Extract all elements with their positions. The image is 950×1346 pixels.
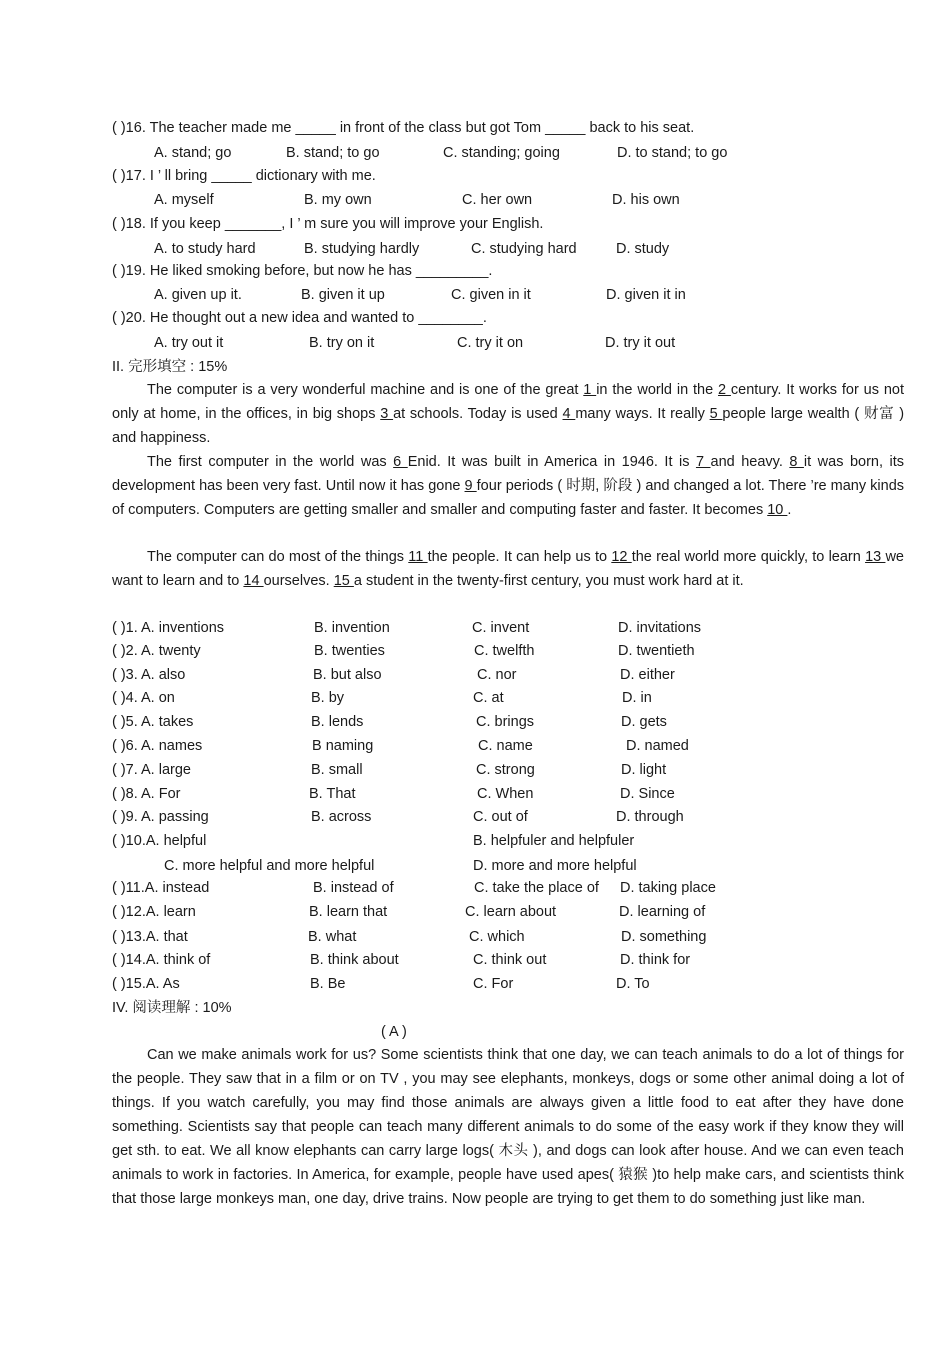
cloze-7-option-d: D. light [621, 762, 667, 778]
q20-option-b: B. try on it [309, 335, 375, 351]
cloze-13-option-c: C. which [469, 929, 525, 945]
cloze-6-option-c: C. name [478, 738, 533, 754]
cloze-14-option-b: B. think about [310, 952, 399, 968]
cloze-item-12: ( )12.A. learn [112, 904, 196, 920]
q19-option-a: A. given up it. [154, 287, 242, 303]
blank-7: 7 [695, 454, 711, 470]
cloze-12-option-b: B. learn that [309, 904, 388, 920]
blank-2: 2 [718, 382, 731, 398]
cloze-1-option-d: D. invitations [618, 620, 702, 636]
q17-option-d: D. his own [612, 192, 680, 208]
q20-option-a: A. try out it [154, 335, 224, 351]
cloze-11-option-c: C. take the place of [474, 880, 599, 896]
q18-option-a: A. to study hard [154, 241, 256, 257]
reading-passage-label: ( A ) [381, 1024, 407, 1040]
q19-option-b: B. given it up [301, 287, 385, 303]
cloze-15-option-c: C. For [473, 976, 514, 992]
cloze-item-7: ( )7. A. large [112, 762, 191, 778]
q16-option-b: B. stand; to go [286, 145, 380, 161]
blank-5: 5 [709, 406, 723, 422]
cloze-item-13: ( )13.A. that [112, 929, 188, 945]
cloze-12-option-d: D. learning of [619, 904, 706, 920]
question-17: ( )17. I ’ ll bring _____ dictionary with me. [112, 168, 376, 184]
q18-option-b: B. studying hardly [304, 241, 420, 257]
cloze-item-15: ( )15.A. As [112, 976, 180, 992]
blank-8: 8 [789, 454, 804, 470]
cloze-item-1: ( )1. A. inventions [112, 620, 225, 636]
section-reading-title: IV. 阅读理解 : 10% [112, 1000, 232, 1016]
blank-12: 12 [611, 549, 632, 565]
cloze-item-11: ( )11.A. instead [112, 880, 210, 896]
blank-10: 10 [767, 502, 788, 518]
cloze-5-option-c: C. brings [476, 714, 535, 730]
cloze-6-option-b: B naming [312, 738, 374, 754]
cloze-item-6: ( )6. A. names [112, 738, 203, 754]
cloze-2-option-c: C. twelfth [474, 643, 535, 659]
cloze-item-8: ( )8. A. For [112, 786, 181, 802]
blank-3: 3 [380, 406, 394, 422]
cloze-5-option-b: B. lends [311, 714, 364, 730]
cloze-6-option-d: D. named [626, 738, 689, 754]
q20-option-c: C. try it on [457, 335, 524, 351]
blank-9: 9 [464, 478, 477, 494]
question-16: ( )16. The teacher made me _____ in front of the class but got Tom _____ back to his seat. [112, 120, 695, 136]
section-cloze-title: II. 完形填空 : 15% [112, 359, 228, 375]
cloze-2-option-b: B. twenties [314, 643, 385, 659]
cloze-item-9: ( )9. A. passing [112, 809, 209, 825]
cloze-8-option-d: D. Since [620, 786, 675, 802]
q18-option-d: D. study [616, 241, 670, 257]
cloze-paragraph-3: The computer can do most of the things 11 the people. It can help us to 12 the real world more quickly, to learn 13 we want to learn and to 14 ourselves. 15 a student in the twenty-first century, you must work hard at it. [112, 549, 904, 589]
cloze-11-option-d: D. taking place [620, 880, 716, 896]
cloze-1-option-b: B. invention [314, 620, 390, 636]
cloze-item-4: ( )4. A. on [112, 690, 175, 706]
blank-1: 1 [583, 382, 597, 398]
q16-option-a: A. stand; go [154, 145, 232, 161]
q17-option-a: A. myself [154, 192, 214, 208]
question-20: ( )20. He thought out a new idea and wanted to ________. [112, 310, 487, 326]
cloze-15-option-d: D. To [616, 976, 650, 992]
q17-option-c: C. her own [462, 192, 533, 208]
blank-13: 13 [865, 549, 886, 565]
cloze-11-option-b: B. instead of [313, 880, 394, 896]
cloze-14-option-d: D. think for [620, 952, 691, 968]
cloze-item-14: ( )14.A. think of [112, 952, 211, 968]
blank-11: 11 [408, 549, 428, 565]
cloze-9-option-d: D. through [616, 809, 684, 825]
cloze-4-option-b: B. by [311, 690, 345, 706]
cloze-8-option-c: C. When [477, 786, 534, 802]
cloze-12-option-c: C. learn about [465, 904, 557, 920]
cloze-10-option-c: C. more helpful and more helpful [164, 858, 375, 874]
cloze-7-option-c: C. strong [476, 762, 535, 778]
cloze-9-option-b: B. across [311, 809, 372, 825]
blank-14: 14 [243, 573, 264, 589]
cloze-10-option-d: D. more and more helpful [473, 858, 637, 874]
cloze-15-option-b: B. Be [310, 976, 346, 992]
question-19: ( )19. He liked smoking before, but now he has _________. [112, 263, 493, 279]
cloze-item-3: ( )3. A. also [112, 667, 186, 683]
cloze-1-option-c: C. invent [472, 620, 530, 636]
cloze-2-option-d: D. twentieth [618, 643, 695, 659]
cloze-13-option-b: B. what [308, 929, 357, 945]
blank-6: 6 [393, 454, 408, 470]
q20-option-d: D. try it out [605, 335, 676, 351]
cloze-4-option-c: C. at [473, 690, 504, 706]
cloze-item-5: ( )5. A. takes [112, 714, 194, 730]
blank-4: 4 [562, 406, 576, 422]
cloze-7-option-b: B. small [311, 762, 363, 778]
q18-option-c: C. studying hard [471, 241, 577, 257]
cloze-10-option-b: B. helpfuler and helpfuler [473, 833, 635, 849]
cloze-paragraph-1: The computer is a very wonderful machine and is one of the great 1 in the world in the 2 century. It works for us not only at home, in the offices, in big shops 3 at schools. Today is used 4 many ways. It really 5 people large wealth ( 财富 ) and happiness. [112, 382, 905, 446]
cloze-item-10: ( )10.A. helpful [112, 833, 207, 849]
q17-option-b: B. my own [304, 192, 372, 208]
blank-15: 15 [333, 573, 354, 589]
reading-text: Can we make animals work for us? Some scientists think that one day, we can teach animals to do a lot of things for the people. They saw that in a film or on TV , you may see elephants, monkeys, dogs or some other animal doing a lot of things. If you watch carefully, you may find those animals are always given a little food to eat after they have done something. Scientists say that people can teach many different animals to do some of the easy work if they know they will get sth. to eat. We all know elephants can carry large logs( 木头 ), and dogs can look after house. And we can even teach animals to work in factories. In America, for example, people have used apes( 猿猴 )to help make cars, and scientists think that those large monkeys man, one day, drive trains. Now people are trying to get them to do something just like man. [112, 1047, 904, 1207]
q16-option-c: C. standing; going [443, 145, 560, 161]
cloze-5-option-d: D. gets [621, 714, 667, 730]
q16-option-d: D. to stand; to go [617, 145, 728, 161]
reading-passage-a [112, 1043, 904, 1211]
cloze-4-option-d: D. in [622, 690, 652, 706]
cloze-paragraph-2: The first computer in the world was 6 Enid. It was built in America in 1946. It is 7 and heavy. 8 it was born, its development has been very fast. Until now it has gone 9 four periods ( 时期, 阶段 ) and changed a lot. There ’re many kinds of computers. Computers are getting smaller and smaller and computing faster and faster. It becomes 10 . [112, 454, 905, 518]
q19-option-c: C. given in it [451, 287, 531, 303]
cloze-13-option-d: D. something [621, 929, 707, 945]
cloze-3-option-c: C. nor [477, 667, 517, 683]
cloze-14-option-c: C. think out [473, 952, 547, 968]
question-18: ( )18. If you keep _______, I ’ m sure you will improve your English. [112, 216, 544, 232]
cloze-9-option-c: C. out of [473, 809, 528, 825]
cloze-8-option-b: B. That [309, 786, 356, 802]
q19-option-d: D. given it in [606, 287, 686, 303]
cloze-item-2: ( )2. A. twenty [112, 643, 201, 659]
cloze-3-option-b: B. but also [313, 667, 382, 683]
cloze-3-option-d: D. either [620, 667, 675, 683]
